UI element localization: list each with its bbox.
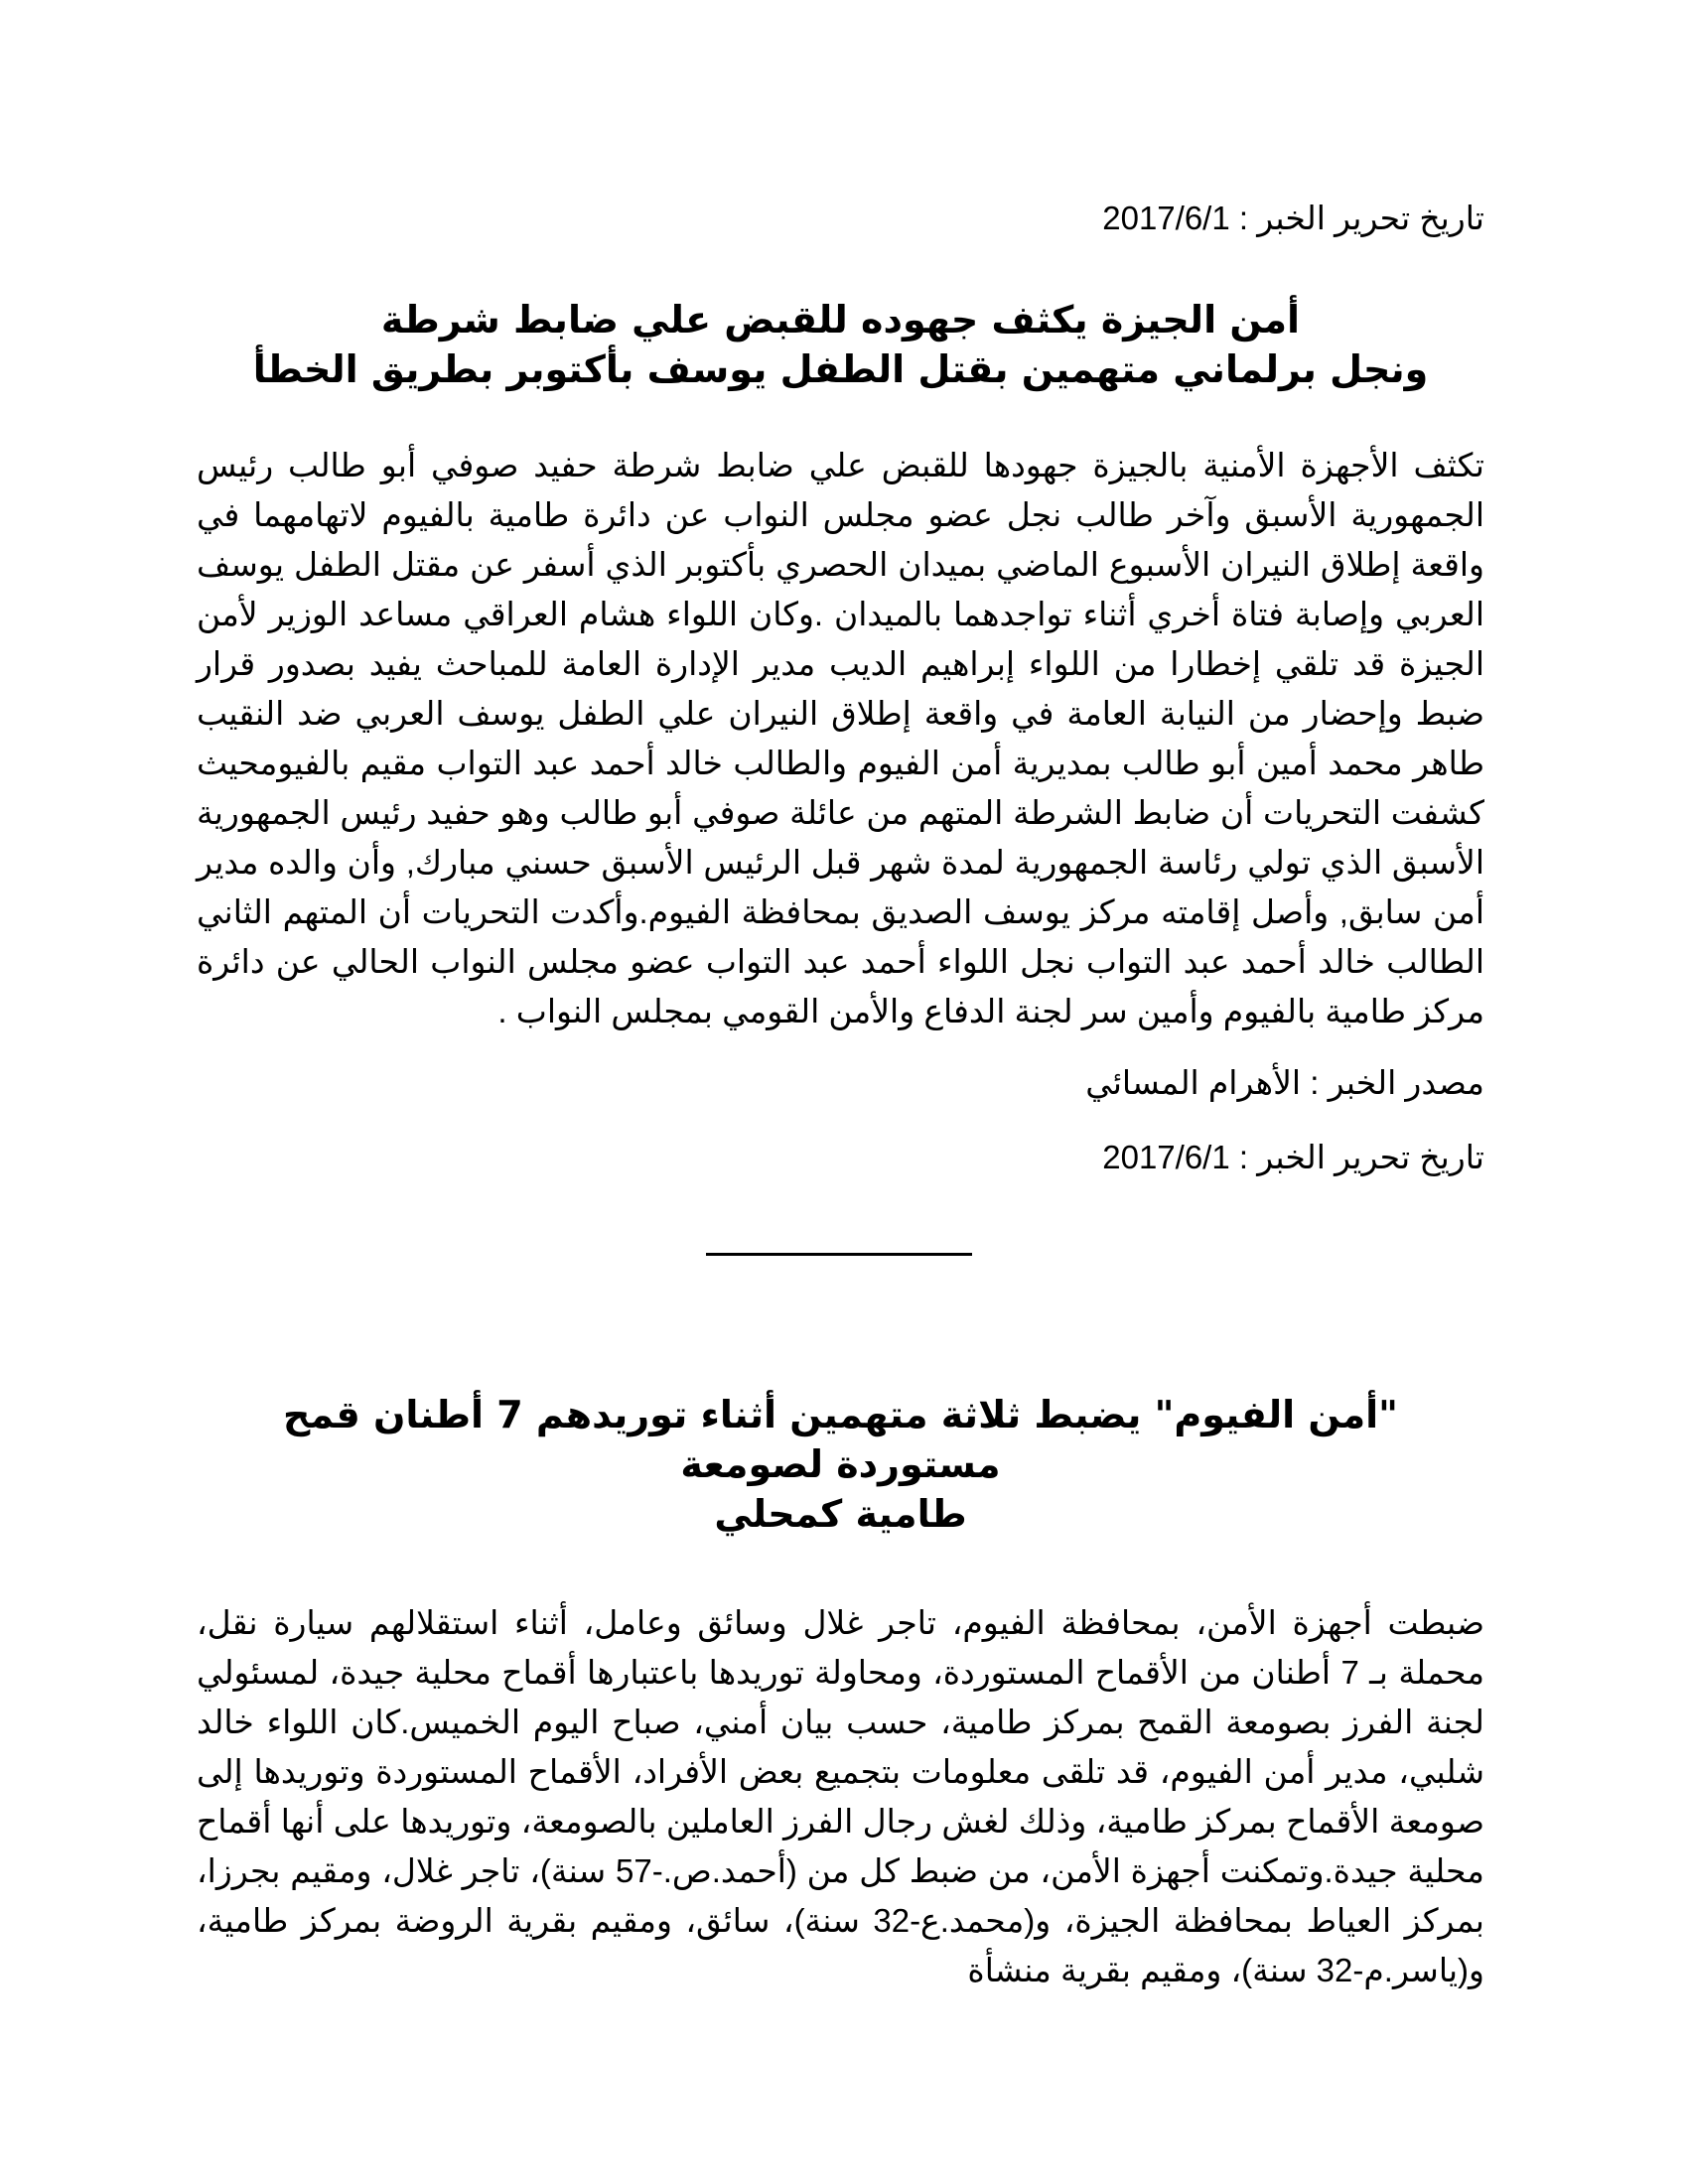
article-1-headline-line-2: ونجل برلماني متهمين بقتل الطفل يوسف بأكتوبر بطريق الخطأ <box>252 347 1429 391</box>
edit-date-top: تاريخ تحرير الخبر : 2017/6/1 <box>1102 200 1484 236</box>
edit-date-bottom: تاريخ تحرير الخبر : 2017/6/1 <box>1102 1139 1484 1175</box>
article-2-headline-line-2: طامية كمحلي <box>714 1492 967 1536</box>
article-1-body: تكثف الأجهزة الأمنية بالجيزة جهودها للقبض علي ضابط شرطة حفيد صوفي أبو طالب رئيس الجمهورية الأسبق وآخر طالب نجل عضو مجلس النواب عن دائرة طامية بالفيوم لاتهامهما في واقعة إطلاق النيران الأسبوع الماضي بميدان الحصري بأكتوبر الذي أسفر عن مقتل الطفل يوسف العربي وإصابة فتاة أخري أثناء تواجدهما بالميدان .وكان اللواء هشام العراقي مساعد الوزير لأمن الجيزة قد تلقي إخطارا من اللواء إبراهيم الديب مدير الإدارة العامة للمباحث يفيد بصدور قرار ضبط وإحضار من النيابة العامة في واقعة إطلاق النيران علي الطفل يوسف العربي ضد النقيب طاهر محمد أمين أبو طالب بمديرية أمن الفيوم والطالب خالد أحمد عبد التواب مقيم بالفيومحيث كشفت التحريات أن ضابط الشرطة المتهم من عائلة صوفي أبو طالب وهو حفيد رئيس الجمهورية الأسبق الذي تولي رئاسة الجمهورية لمدة شهر قبل الرئيس الأسبق حسني مبارك, وأن والده مدير أمن سابق, وأصل إقامته مركز يوسف الصديق بمحافظة الفيوم.وأكدت التحريات أن المتهم الثاني الطالب خالد أحمد عبد التواب نجل اللواء أحمد عبد التواب عضو مجلس النواب الحالي عن دائرة مركز طامية بالفيوم وأمين سر لجنة الدفاع والأمن القومي بمجلس النواب . <box>197 447 1484 1029</box>
article-2-headline-line-1: "أمن الفيوم" يضبط ثلاثة متهمين أثناء توريدهم 7 أطنان قمح مستوردة لصومعة <box>283 1393 1398 1486</box>
news-source: مصدر الخبر : الأهرام المسائي <box>1085 1064 1484 1101</box>
article-giza-police <box>197 194 1484 1182</box>
article-divider <box>706 1253 972 1256</box>
article-2-body: ضبطت أجهزة الأمن، بمحافظة الفيوم، تاجر غلال وسائق وعامل، أثناء استقلالهم سيارة نقل، محملة بـ 7 أطنان من الأقماح المستوردة، ومحاولة توريدها باعتبارها أقماح محلية جيدة، لمسئولي لجنة الفرز بصومعة القمح بمركز طامية، حسب بيان أمني، صباح اليوم الخميس.كان اللواء خالد شلبي، مدير أمن الفيوم، قد تلقى معلومات بتجميع بعض الأفراد، الأقماح المستوردة وتوريدها إلى صومعة الأقماح بمركز طامية، وذلك لغش رجال الفرز العاملين بالصومعة، وتوريدها على أنها أقماح محلية جيدة.وتمكنت أجهزة الأمن، من ضبط كل من (أحمد.ص.-57 سنة)، تاجر غلال، ومقيم بجرزا، بمركز العياط بمحافظة الجيزة، و(محمد.ع-32 سنة)، سائق، ومقيم بقرية الروضة بمركز طامية، و(ياسر.م-32 سنة)، ومقيم بقرية منشأة <box>197 1604 1484 1988</box>
article-1-headline-line-1: أمن الجيزة يكثف جهوده للقبض علي ضابط شرطة <box>380 298 1301 341</box>
article-fayoum-wheat <box>197 1390 1484 1995</box>
